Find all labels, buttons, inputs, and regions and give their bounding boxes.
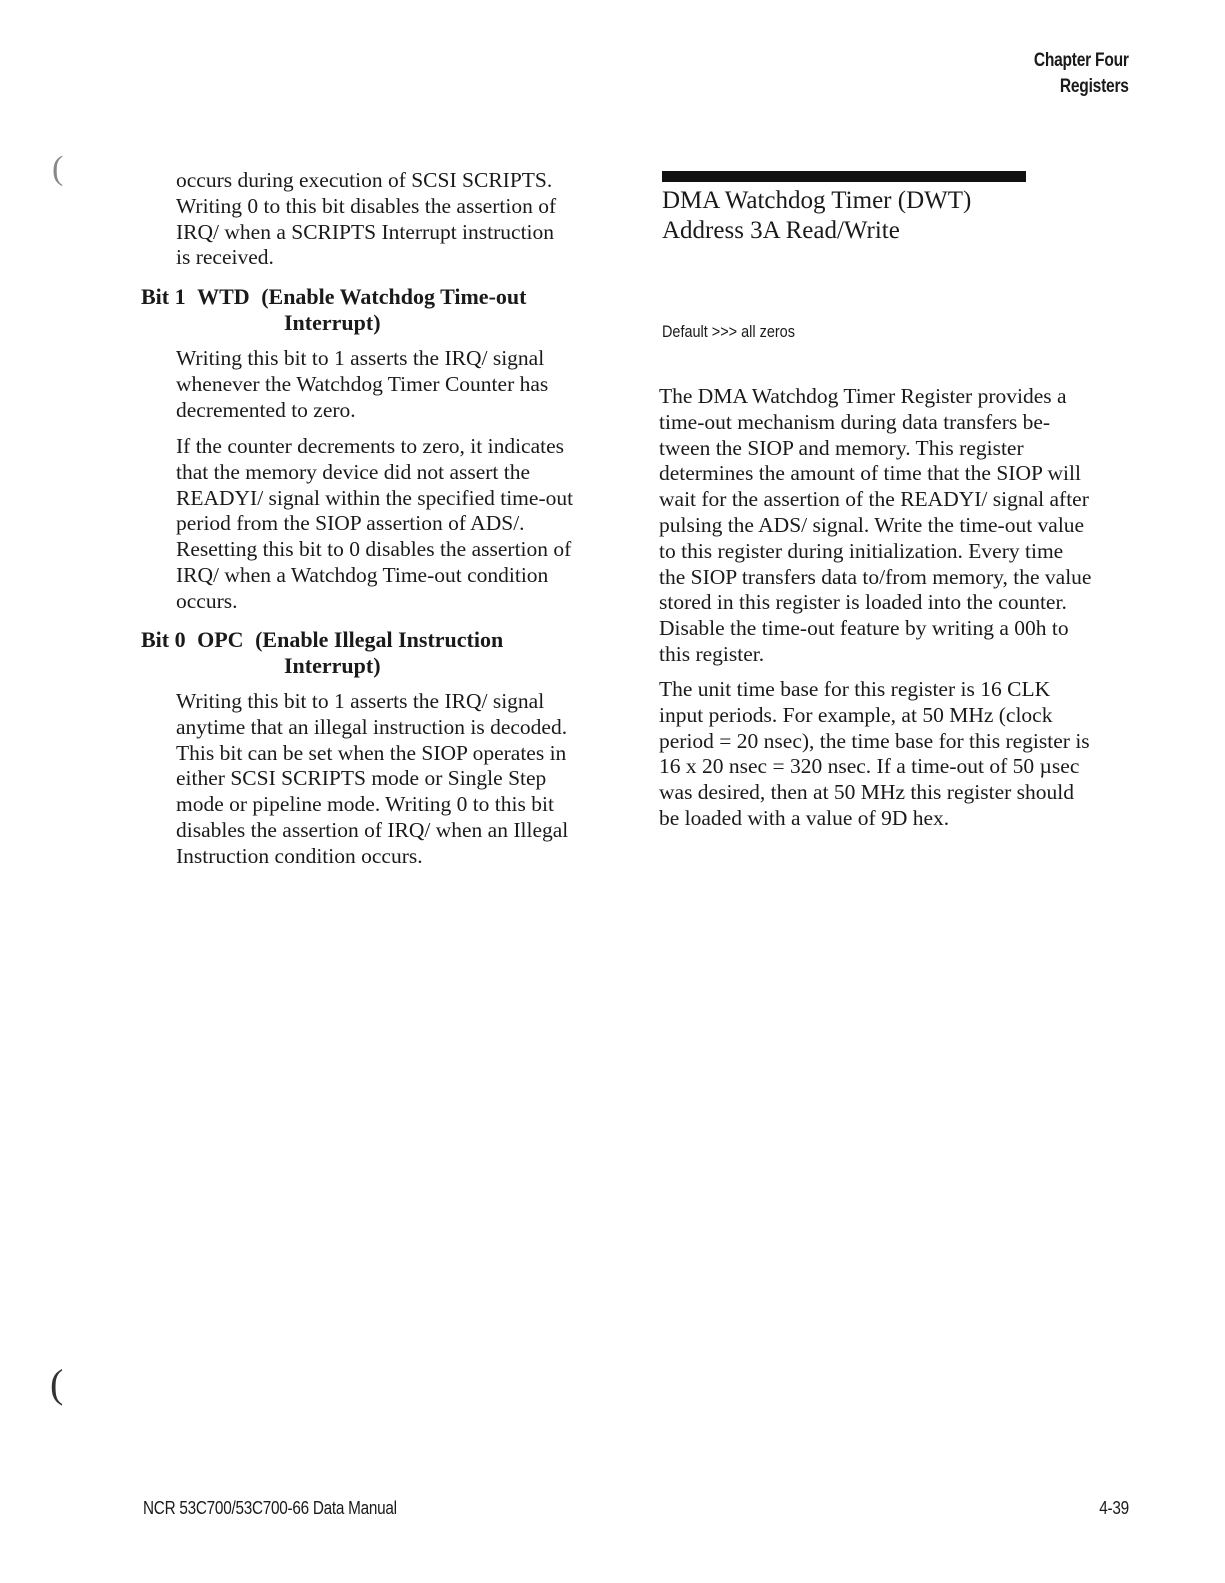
text-line: that the memory device did not assert the [176, 459, 531, 484]
text-line: decremented to zero. [176, 397, 356, 422]
margin-mark-top: ( [52, 150, 64, 187]
margin-mark-bottom: ( [50, 1361, 64, 1406]
text-line: be loaded with a value of 9D hex. [659, 805, 950, 830]
text-line: period = 20 nsec), the time base for this register is [659, 728, 1090, 753]
text-line: is received. [176, 245, 274, 270]
text-line: period from the SIOP assertion of ADS/. [176, 511, 525, 536]
text-line: input periods. For example, at 50 MHz (clock [659, 702, 1053, 727]
bit0-label: Bit 0 [141, 627, 186, 652]
text-line: either SCSI SCRIPTS mode or Single Step [176, 766, 547, 791]
text-line: The unit time base for this register is 16 CLK [659, 677, 1051, 701]
text-line: mode or pipeline mode. Writing 0 to this bit [176, 792, 554, 817]
text-line: time-out mechanism during data transfers be- [659, 409, 1051, 434]
text-line: disables the assertion of IRQ/ when an Illegal [176, 817, 569, 842]
default-value: Default >>> all zeros [662, 322, 795, 341]
register-address: Address 3A Read/Write [662, 217, 900, 244]
text-line: occurs during execution of SCSI SCRIPTS. [176, 168, 553, 192]
register-name: DMA Watchdog Timer (DWT) [662, 187, 972, 214]
text-line: The DMA Watchdog Timer Register provides a [659, 384, 1067, 408]
text-line: determines the amount of time that the SIOP will [659, 461, 1081, 486]
text-line: this register. [659, 641, 765, 666]
text-line: Instruction condition occurs. [176, 843, 423, 868]
running-header [1034, 48, 1129, 100]
text-line: Writing this bit to 1 asserts the IRQ/ signal [176, 689, 545, 713]
register-description-1 [659, 384, 1091, 668]
register-description-2 [659, 677, 1090, 832]
register-title-rule [662, 171, 1026, 182]
text-line: occurs. [176, 588, 238, 613]
chapter-label: Chapter Four [1034, 50, 1129, 71]
text-line: the SIOP transfers data to/from memory, the value [659, 564, 1092, 589]
bit0-heading [141, 627, 503, 653]
text-line: This bit can be set when the SIOP operates in [176, 740, 567, 765]
bit1-label: Bit 1 [141, 284, 186, 309]
text-line: tween the SIOP and memory. This register [659, 435, 1024, 460]
bit0-title-line2: Interrupt) [284, 653, 381, 678]
text-line: 16 x 20 nsec = 320 nsec. If a time-out of 50 µsec [659, 754, 1080, 779]
text-line: READYI/ signal within the specified time-out [176, 485, 574, 510]
text-line: stored in this register is loaded into the counter. [659, 590, 1067, 615]
text-line: to this register during initialization. Every time [659, 538, 1064, 563]
text-line: anytime that an illegal instruction is decoded. [176, 714, 568, 739]
bit1-paragraph-1 [176, 346, 548, 423]
bit1-mnemonic: WTD [197, 284, 250, 309]
footer-manual-title: NCR 53C700/53C700-66 Data Manual [143, 1498, 397, 1518]
bit0-mnemonic: OPC [197, 627, 244, 652]
bit1-heading [141, 284, 526, 310]
text-line: whenever the Watchdog Timer Counter has [176, 371, 549, 396]
text-line: Writing 0 to this bit disables the assertion of [176, 193, 557, 218]
bit1-title-line2: Interrupt) [284, 310, 381, 335]
text-line: If the counter decrements to zero, it indicates [176, 434, 565, 458]
text-line: was desired, then at 50 MHz this register should [659, 780, 1074, 805]
text-line: Writing this bit to 1 asserts the IRQ/ signal [176, 346, 545, 370]
text-line: pulsing the ADS/ signal. Write the time-out value [659, 512, 1085, 537]
page-number: 4-39 [1099, 1498, 1129, 1518]
text-line: Disable the time-out feature by writing a 00h to [659, 616, 1069, 641]
bit1-paragraph-2 [176, 434, 573, 615]
text-line: IRQ/ when a SCRIPTS Interrupt instruction [176, 219, 555, 244]
section-label: Registers [1060, 76, 1129, 97]
text-line: wait for the assertion of the READYI/ signal after [659, 487, 1089, 512]
text-line: Resetting this bit to 0 disables the assertion of [176, 537, 572, 562]
text-line: IRQ/ when a Watchdog Time-out condition [176, 562, 549, 587]
bit0-title-line1: (Enable Illegal Instruction [255, 627, 504, 652]
intro-paragraph [176, 168, 556, 271]
register-title [662, 186, 971, 246]
bit1-title-line1: (Enable Watchdog Time-out [261, 284, 527, 309]
bit0-paragraph-1 [176, 689, 568, 870]
